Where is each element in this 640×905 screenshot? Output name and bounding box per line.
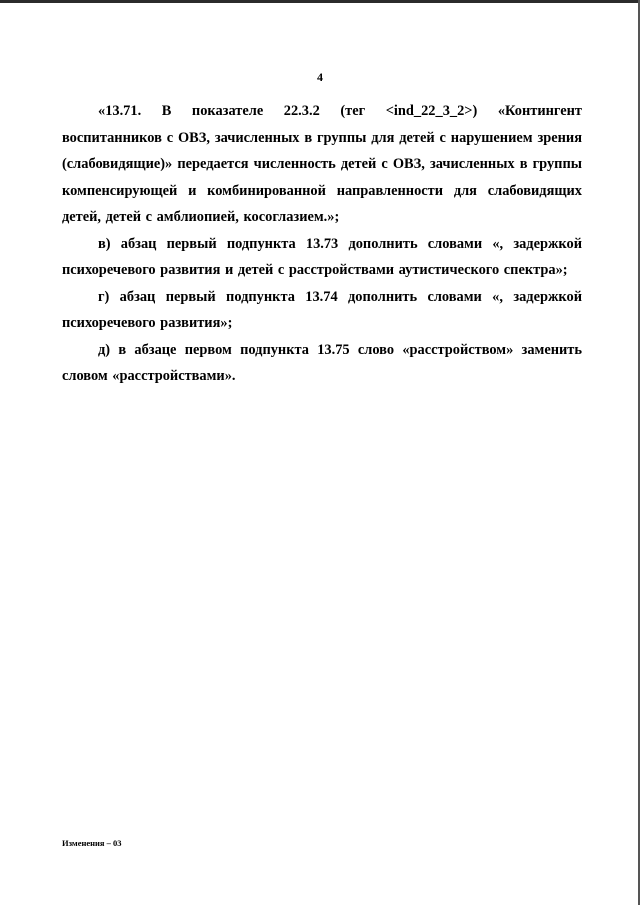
scan-edge-top <box>0 0 640 3</box>
footer-revision: Изменения – 03 <box>62 838 122 848</box>
page-number: 4 <box>317 70 323 84</box>
paragraph-g: г) абзац первый подпункта 13.74 дополнить словами «, задержкой психоречевого развития»; <box>62 288 582 331</box>
paragraph-v: в) абзац первый подпункта 13.73 дополнить словами «, задержкой психоречевого развития и детей с расстройствами аутистического спектра»; <box>62 235 582 278</box>
document-body <box>62 98 582 390</box>
paragraph-d: д) в абзаце первом подпункта 13.75 слово «расстройством» заменить словом «расстройствами». <box>62 341 582 384</box>
paragraph-13-71: «13.71. В показателе 22.3.2 (тег <ind_22_3_2>) «Контингент воспитанников с ОВЗ, зачисленных в группы для детей с нарушением зрения (слабовидящие)» передается численность детей с ОВЗ, зачисленных в группы компенсирующей и комбинированной направленности для слабовидящих детей, детей с амблиопией, косоглазием.»; <box>62 103 582 225</box>
